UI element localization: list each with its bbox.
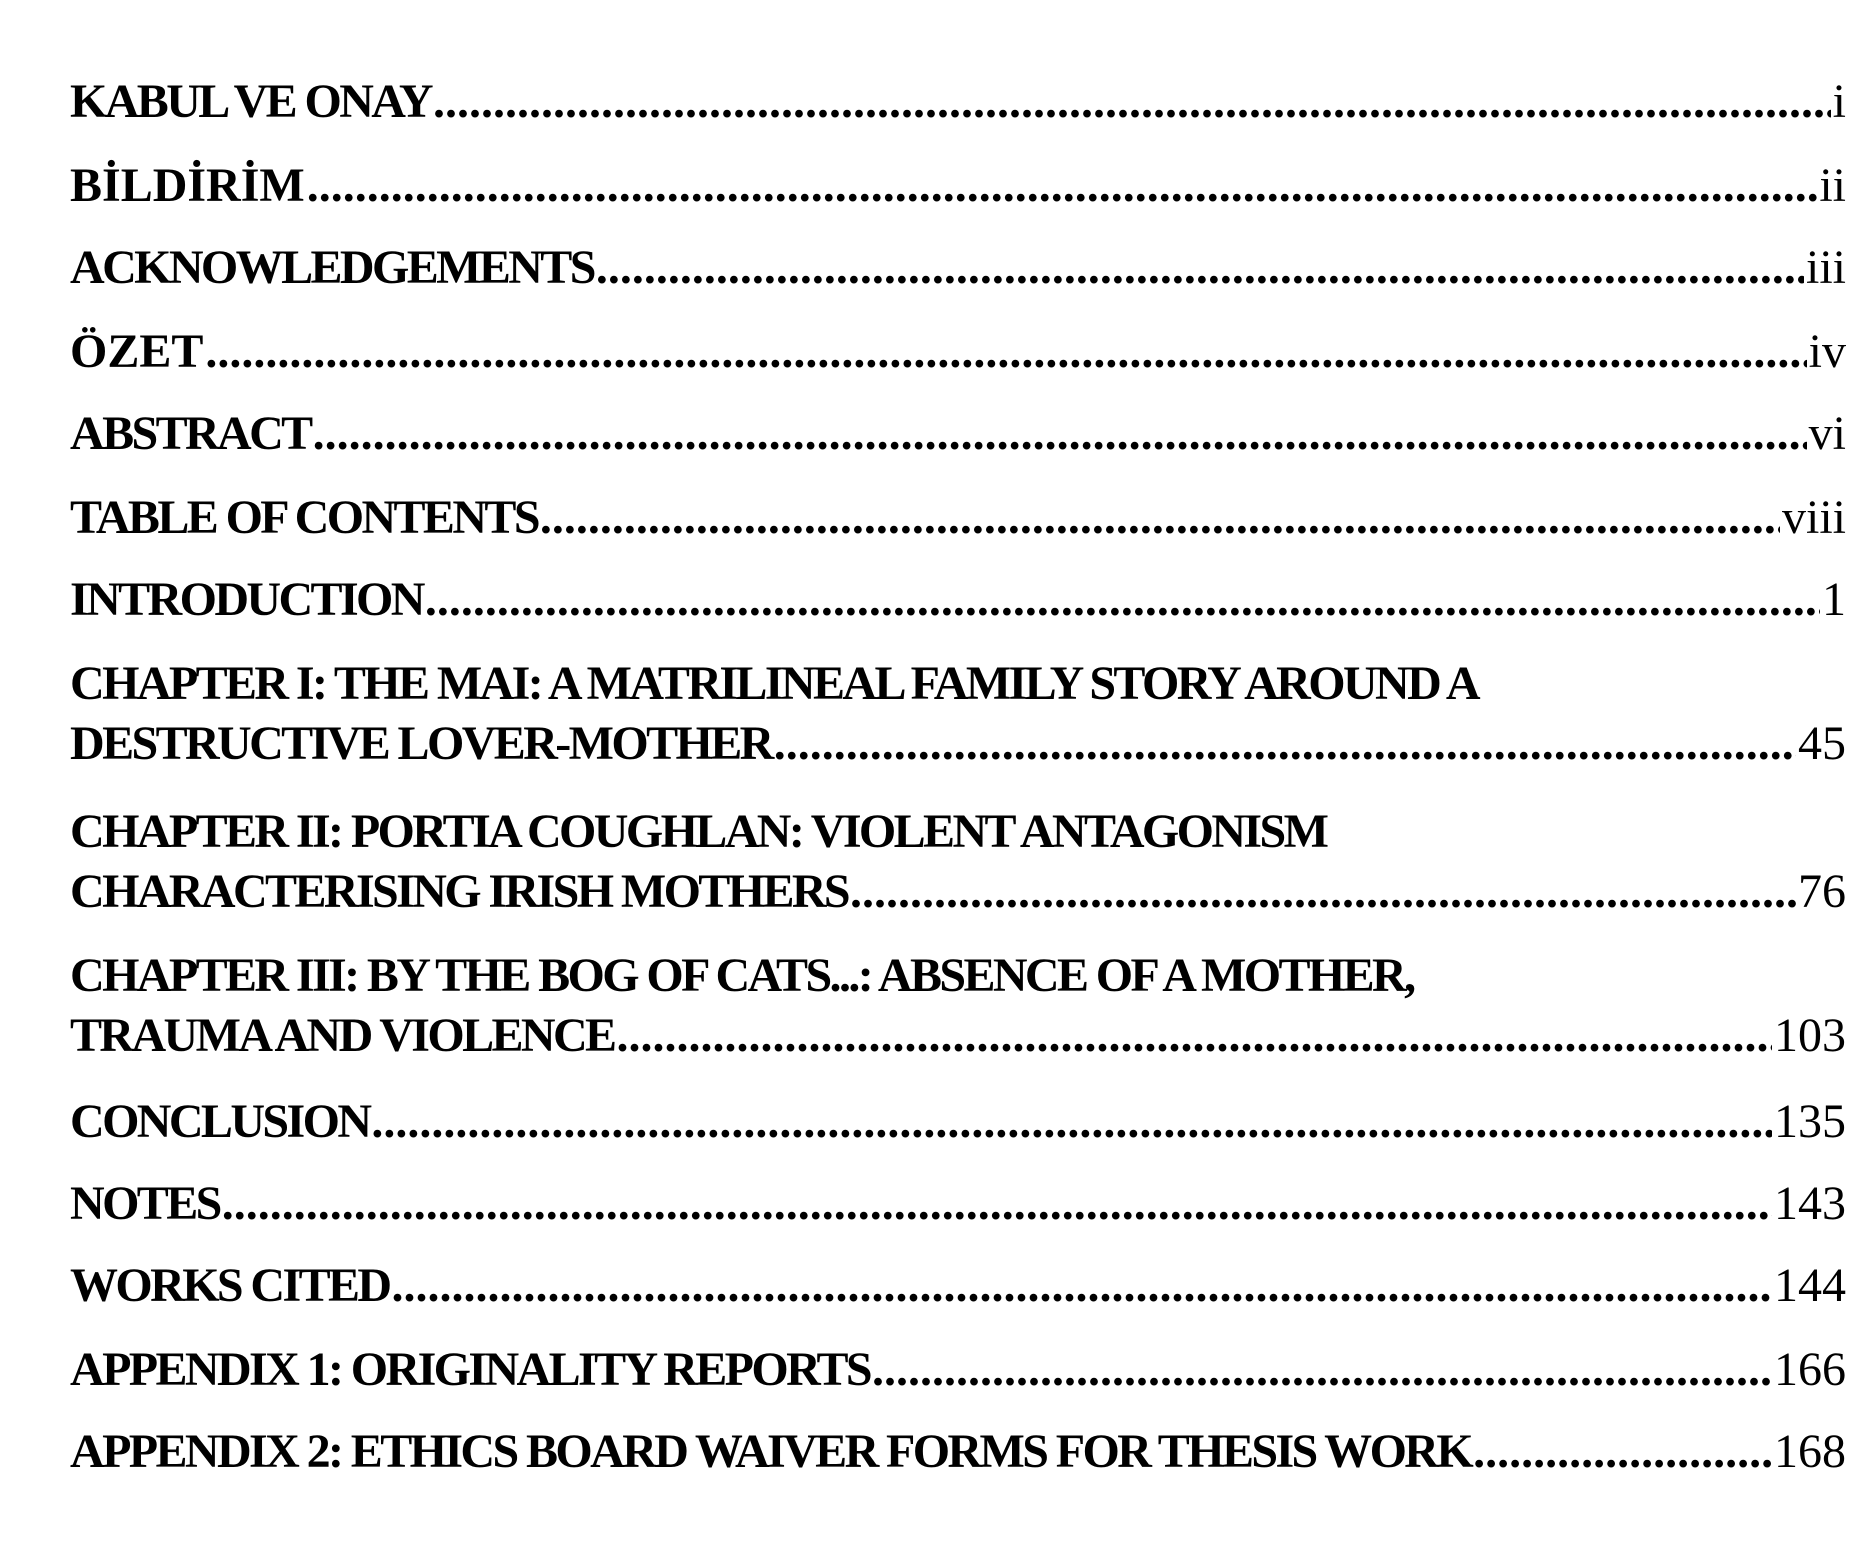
toc-page-number: 103 <box>1774 1009 1846 1062</box>
toc-entry-title-line1: CHAPTER III: BY THE BOG OF CATS...: ABSENCE OF A MOTHER, <box>70 949 1414 1002</box>
dot-leader <box>596 238 1804 298</box>
toc-entry-chapter-2[interactable] <box>70 802 1846 922</box>
toc-entry-title: CONCLUSION <box>70 1095 370 1148</box>
toc-entry-title: INTRODUCTION <box>70 573 423 626</box>
toc-page-number: 143 <box>1774 1177 1846 1230</box>
toc-page-number: viii <box>1781 491 1846 544</box>
dot-leader <box>540 488 1780 548</box>
toc-page-number: iv <box>1808 325 1846 378</box>
toc-entry-appendix-2[interactable] <box>70 1422 1846 1482</box>
toc-entry-title: NOTES <box>70 1177 220 1230</box>
dot-leader <box>371 1092 1772 1152</box>
toc-page-number: 76 <box>1798 865 1846 918</box>
dot-leader <box>205 322 1806 382</box>
dot-leader <box>1473 1422 1772 1482</box>
toc-entry-chapter-1[interactable] <box>70 654 1846 774</box>
toc-entry-title: ABSTRACT <box>70 407 311 460</box>
toc-entry-appendix-1[interactable] <box>70 1340 1846 1400</box>
toc-entry-works-cited[interactable] <box>70 1256 1846 1316</box>
toc-entry-kabul-ve-onay[interactable] <box>70 72 1846 132</box>
toc-entry-title: APPENDIX 2: ETHICS BOARD WAIVER FORMS FOR THESIS WORK <box>70 1425 1472 1478</box>
toc-entry-title: APPENDIX 1: ORIGINALITY REPORTS <box>70 1343 871 1396</box>
toc-page-number: 144 <box>1774 1259 1846 1312</box>
toc-page-number: 168 <box>1774 1425 1846 1478</box>
dot-leader <box>222 1174 1772 1234</box>
dot-leader <box>872 1340 1772 1400</box>
toc-entry-notes[interactable] <box>70 1174 1846 1234</box>
toc-entry-title: ÖZET <box>70 325 204 378</box>
toc-entry-title-line2: DESTRUCTIVE LOVER-MOTHER <box>70 717 772 770</box>
toc-entry-bildirim[interactable] <box>70 156 1846 216</box>
dot-leader <box>391 1256 1772 1316</box>
dot-leader <box>433 72 1831 132</box>
dot-leader <box>850 862 1796 922</box>
toc-entry-title-line2: CHARACTERISING IRISH MOTHERS <box>70 865 849 918</box>
toc-entry-chapter-3[interactable] <box>70 946 1846 1066</box>
toc-entry-conclusion[interactable] <box>70 1092 1846 1152</box>
toc-page-number: i <box>1832 75 1846 128</box>
toc-entry-introduction[interactable] <box>70 570 1846 630</box>
toc-entry-title: ACKNOWLEDGEMENTS <box>70 241 594 294</box>
toc-page-number: ii <box>1819 159 1846 212</box>
toc-entry-title: TABLE OF CONTENTS <box>70 491 538 544</box>
dot-leader <box>774 714 1796 774</box>
toc-entry-title-line2: TRAUMA AND VIOLENCE <box>70 1009 615 1062</box>
toc-page-number: iii <box>1805 241 1846 294</box>
toc-entry-title-line1: CHAPTER I: THE MAI: A MATRILINEAL FAMILY STORY AROUND A <box>70 657 1478 710</box>
toc-entry-title: WORKS CITED <box>70 1259 390 1312</box>
toc-page-number: vi <box>1808 407 1846 460</box>
toc-page-number: 135 <box>1774 1095 1846 1148</box>
toc-page-number: 45 <box>1798 717 1846 770</box>
toc-entry-abstract[interactable] <box>70 404 1846 464</box>
toc-entry-title: KABUL VE ONAY <box>70 75 431 128</box>
toc-page-number: 166 <box>1774 1343 1846 1396</box>
dot-leader <box>313 404 1807 464</box>
dot-leader <box>425 570 1820 630</box>
toc-entry-title-line1: CHAPTER II: PORTIA COUGHLAN: VIOLENT ANTAGONISM <box>70 805 1327 858</box>
toc-entry-table-of-contents[interactable] <box>70 488 1846 548</box>
toc-entry-acknowledgements[interactable] <box>70 238 1846 298</box>
dot-leader <box>307 156 1818 216</box>
dot-leader <box>616 1006 1772 1066</box>
toc-entry-ozet[interactable] <box>70 322 1846 382</box>
toc-entry-title: BİLDİRİM <box>70 159 305 212</box>
toc-page-number: 1 <box>1822 573 1846 626</box>
